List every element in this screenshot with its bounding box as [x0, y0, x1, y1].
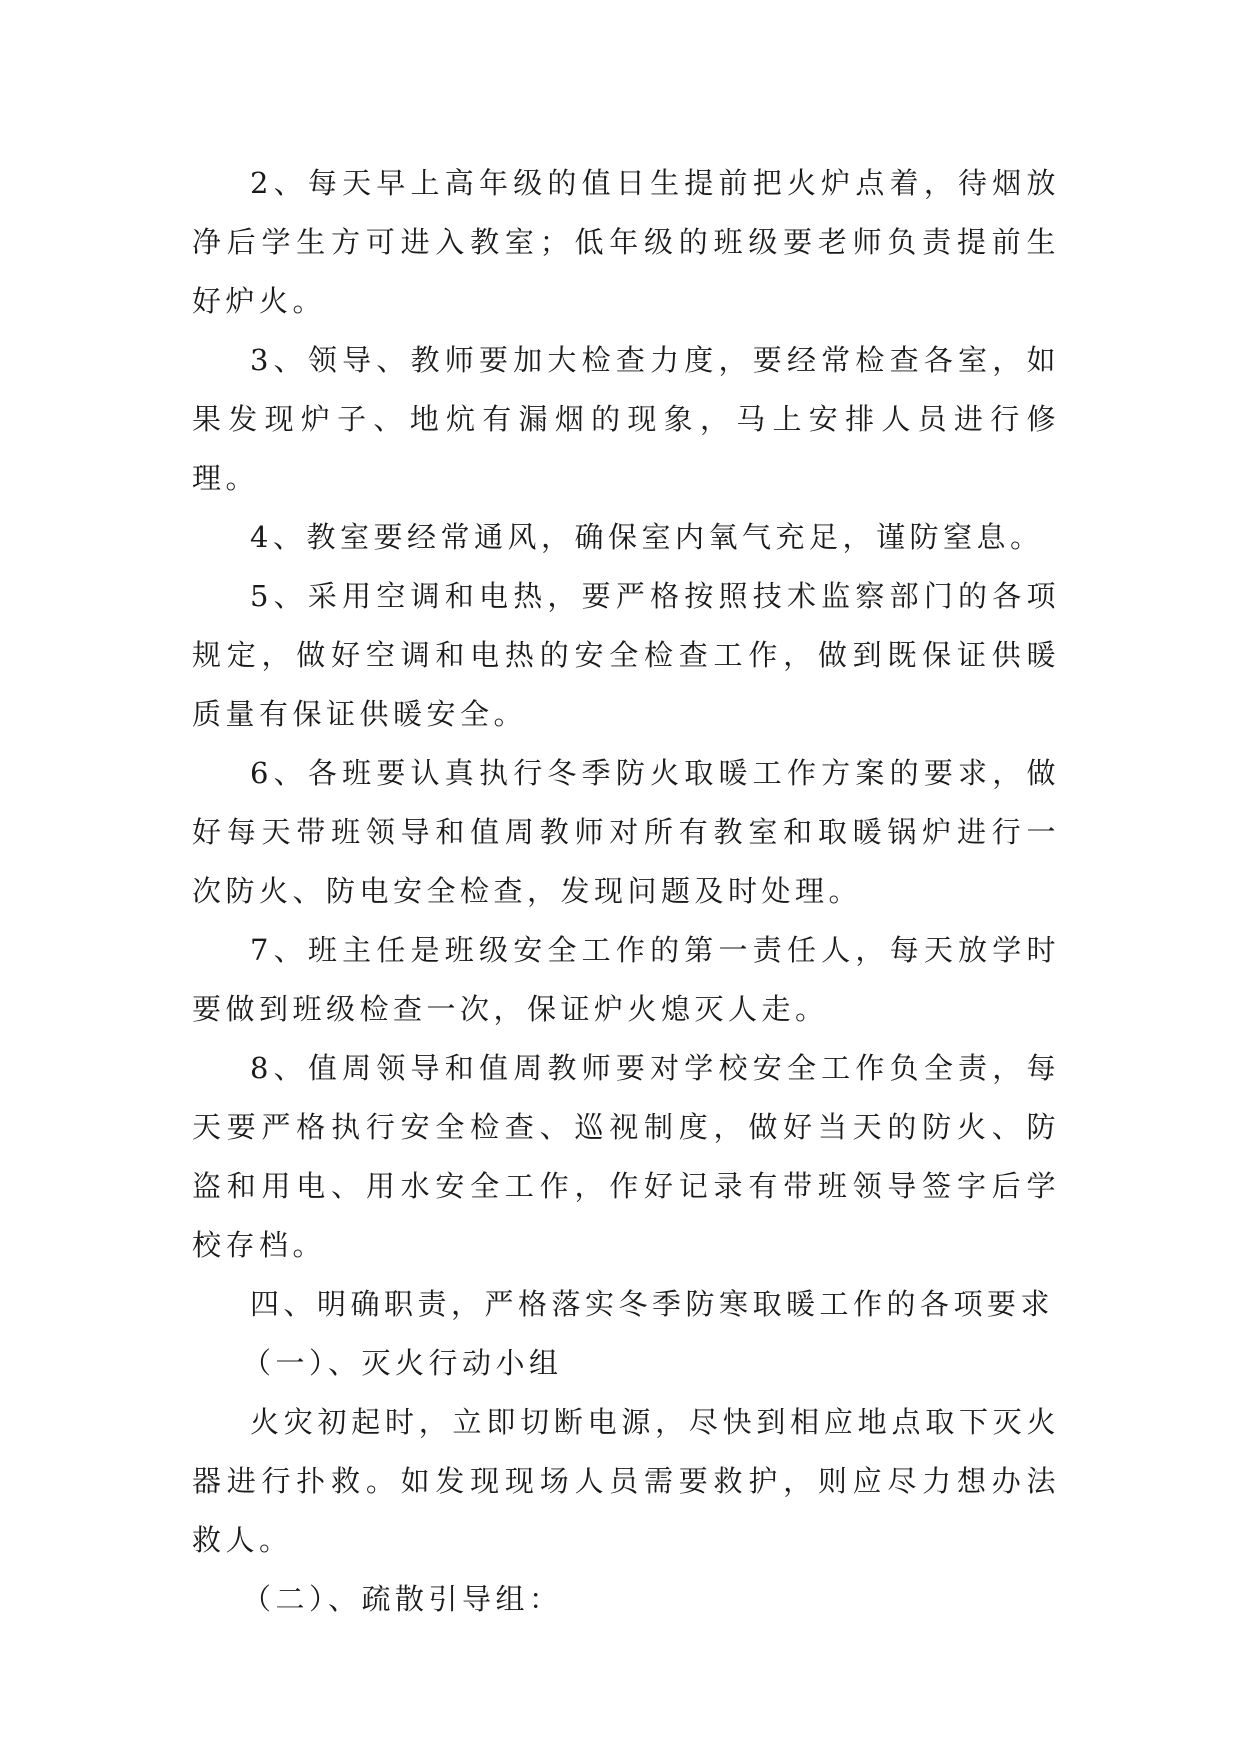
paragraph-item-6: 6、各班要认真执行冬季防火取暖工作方案的要求，做好每天带班领导和值周教师对所有教室和取暖锅炉进行一次防火、防电安全检查，发现问题及时处理。	[192, 756, 1060, 908]
paragraph-item-4: 4、教室要经常通风，确保室内氧气充足，谨防窒息。	[250, 520, 1044, 554]
paragraph-item-2: 2、每天早上高年级的值日生提前把火炉点着，待烟放净后学生方可进入教室；低年级的班级要老师负责提前生好炉火。	[192, 166, 1060, 318]
paragraph-item-7: 7、班主任是班级安全工作的第一责任人，每天放学时要做到班级检查一次，保证炉火熄灭人走。	[192, 933, 1060, 1026]
subsection-heading-1: （一）、灭火行动小组	[242, 1346, 563, 1380]
section-heading-4: 四、明确职责，严格落实冬季防寒取暖工作的各项要求	[250, 1287, 1055, 1321]
document-body	[192, 154, 1060, 1629]
paragraph-item-5: 5、采用空调和电热，要严格按照技术监察部门的各项规定，做好空调和电热的安全检查工作，做到既保证供暖质量有保证供暖安全。	[192, 579, 1060, 731]
paragraph-item-3: 3、领导、教师要加大检查力度，要经常检查各室，如果发现炉子、地炕有漏烟的现象，马上安排人员进行修理。	[192, 343, 1060, 495]
paragraph-item-8: 8、值周领导和值周教师要对学校安全工作负全责，每天要严格执行安全检查、巡视制度，做好当天的防火、防盗和用电、用水安全工作，作好记录有带班领导签字后学校存档。	[192, 1051, 1060, 1262]
subsection-heading-2: （二）、疏散引导组：	[242, 1582, 563, 1616]
paragraph-fire-response: 火灾初起时，立即切断电源，尽快到相应地点取下灭火器进行扑救。如发现现场人员需要救护，则应尽力想办法救人。	[192, 1405, 1060, 1557]
